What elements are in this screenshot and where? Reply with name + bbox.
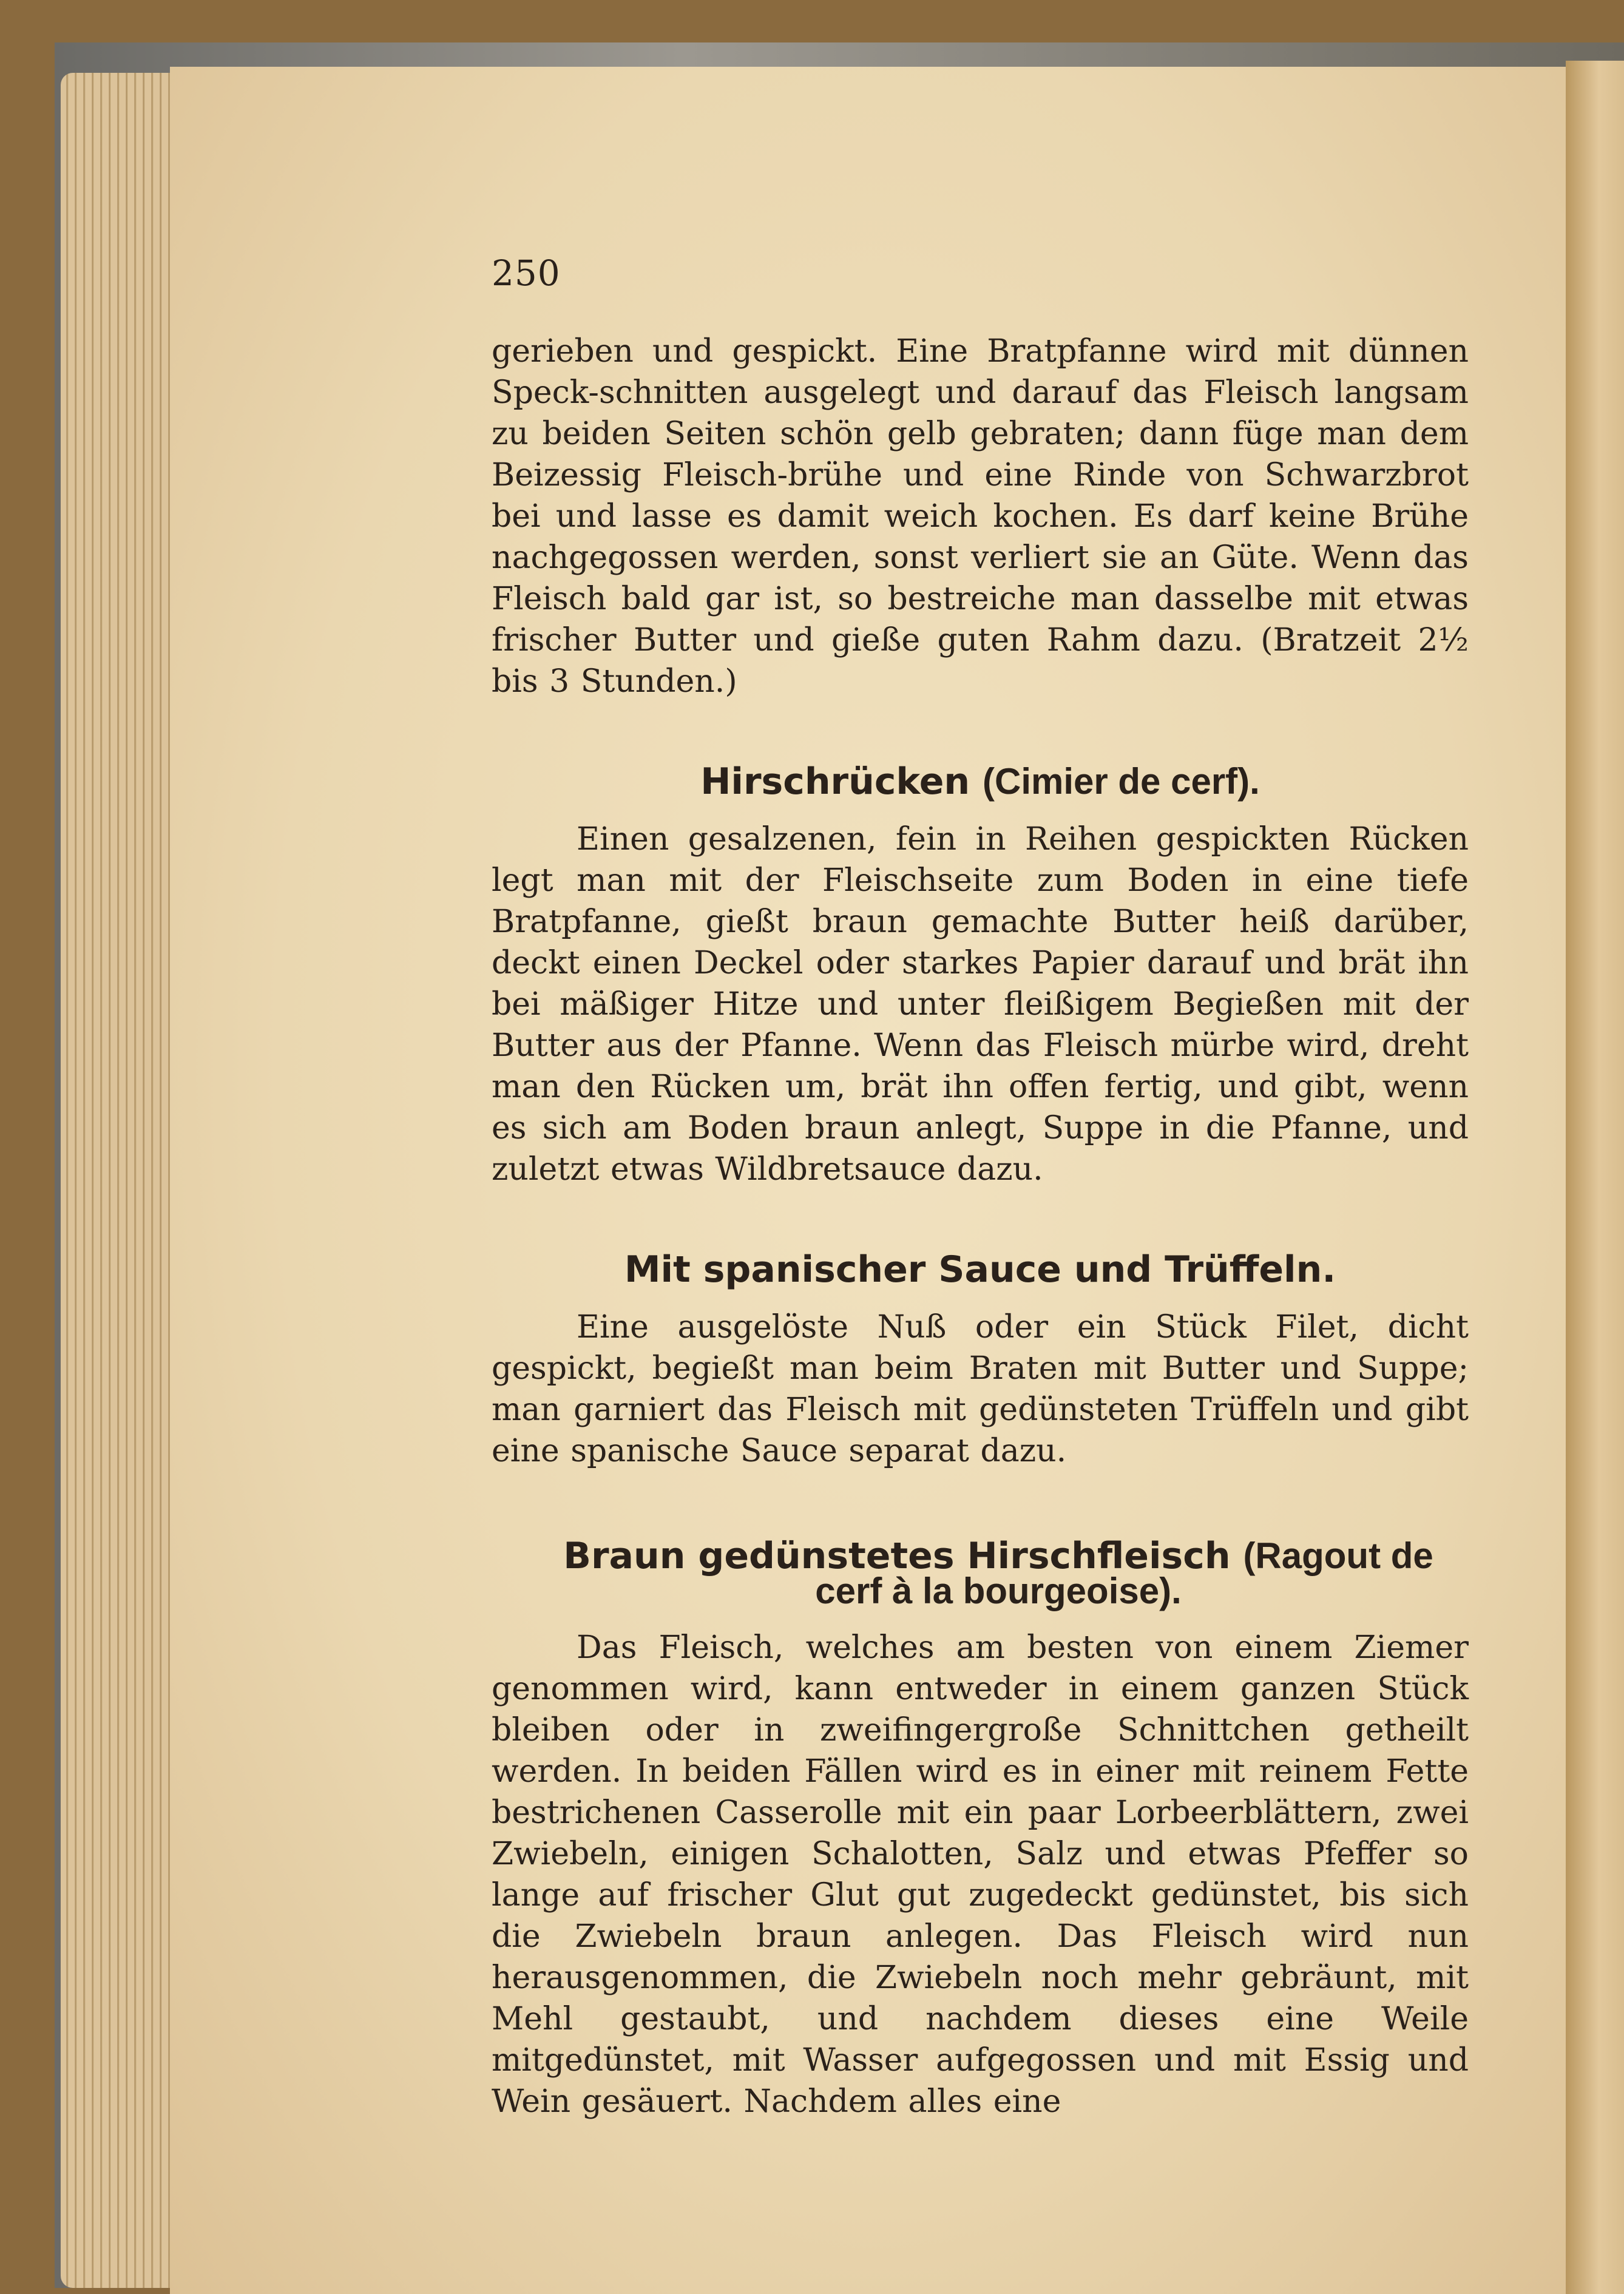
- intro-paragraph: gerieben und gespickt. Eine Bratpfanne wird mit dünnen Speck-schnitten ausgelegt und darauf das Fleisch langsam zu beiden Seiten schön gelb gebraten; dann füge man dem Beizessig Fleisch-brühe und eine Rinde von Schwarzbrot bei und lasse es damit weich kochen. Es darf keine Brühe nachgegossen werden, sonst verliert sie an Güte. Wenn das Fleisch bald gar ist, so bestreiche man dasselbe mit etwas frischer Butter und gieße guten Rahm dazu. (Bratzeit 2½ bis 3 Stunden.): [492, 333, 1469, 700]
- page-text-block: [492, 252, 1469, 2122]
- page-number: 250: [492, 252, 561, 294]
- book-gutter: [1566, 61, 1624, 2294]
- section-heading-hirschruecken: [492, 760, 1469, 803]
- section-body-ragout: Das Fleisch, welches am besten von einem Ziemer genommen wird, kann entweder in einem ganzen Stück bleiben oder in zweifingergroße Schnittchen getheilt werden. In beiden Fällen wird es in einer mit reinem Fette bestrichenen Casserolle mit ein paar Lorbeerblättern, zwei Zwiebeln, einigen Schalotten, Salz und etwas Pfeffer so lange auf frischer Glut gut zugedeckt gedünstet, bis sich die Zwiebeln braun anlegen. Das Fleisch wird nun herausgenommen, die Zwiebeln noch mehr gebräunt, mit Mehl gestaubt, und nachdem dieses eine Weile mitgedünstet, mit Wasser aufgegossen und mit Essig und Wein gesäuert. Nachdem alles eine: [492, 1629, 1469, 2120]
- heading-german: Hirschrücken: [700, 760, 970, 803]
- heading-french: (Cimier de cerf).: [983, 761, 1260, 802]
- section-heading-spanische-sauce: [492, 1248, 1469, 1291]
- heading-french: (Ragout de cerf à la bourgeoise).: [815, 1535, 1433, 1611]
- page-edges: [61, 73, 182, 2288]
- heading-german: Braun gedünstetes Hirschfleisch: [563, 1535, 1231, 1577]
- section-body-hirschruecken: Einen gesalzenen, fein in Reihen gespickten Rücken legt man mit der Fleischseite zum Boden in eine tiefe Bratpfanne, gießt braun gemachte Butter heiß darüber, deckt einen Deckel oder starkes Papier darauf und brät ihn bei mäßiger Hitze und unter fleißigem Begießen mit der Butter aus der Pfanne. Wenn das Fleisch mürbe wird, dreht man den Rücken um, brät ihn offen fertig, und gibt, wenn es sich am Boden braun anlegt, Suppe in die Pfanne, und zuletzt etwas Wildbretsauce dazu.: [492, 821, 1469, 1188]
- section-body-spanische-sauce: Eine ausgelöste Nuß oder ein Stück Filet, dicht gespickt, begießt man beim Braten mit Butter und Suppe; man garniert das Fleisch mit gedünsteten Trüffeln und gibt eine spanische Sauce separat dazu.: [492, 1309, 1469, 1469]
- heading-german: Mit spanischer Sauce und Trüffeln.: [624, 1248, 1336, 1291]
- section-heading-ragout: [528, 1535, 1469, 1611]
